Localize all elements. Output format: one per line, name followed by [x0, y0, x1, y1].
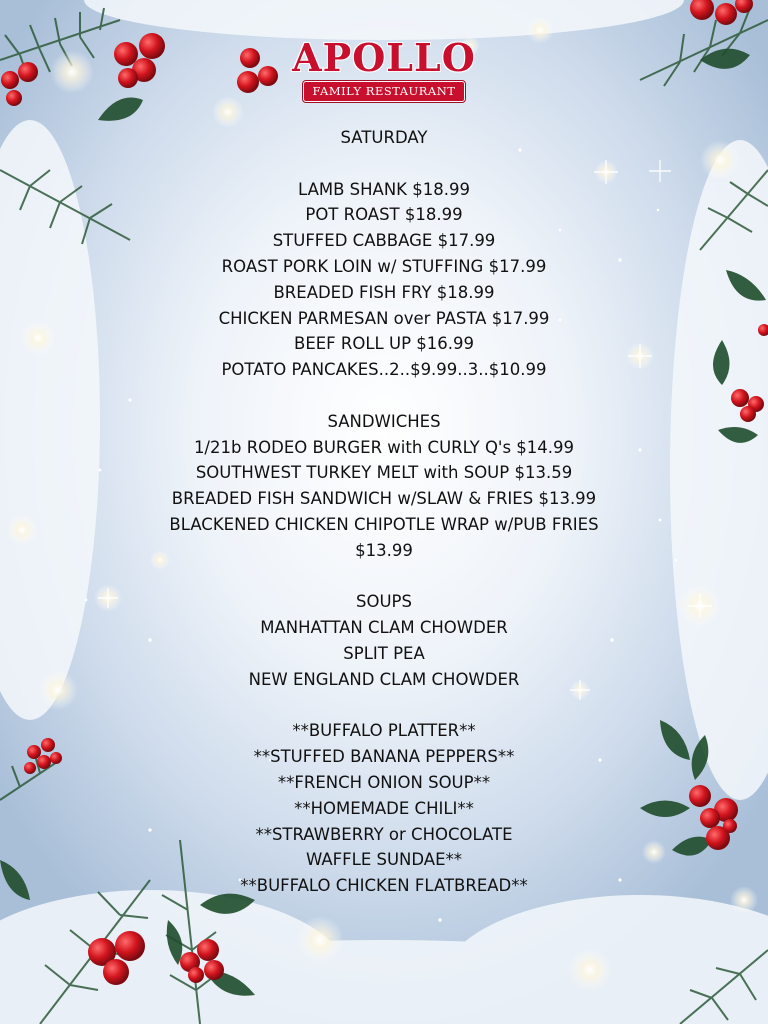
menu-item: BLACKENED CHICKEN CHIPOTLE WRAP w/PUB FRIES [169, 514, 599, 534]
menu-item: POTATO PANCAKES..2..$9.99..3..$10.99 [221, 360, 547, 380]
sandwiches-list [90, 435, 678, 564]
menu-item: **FRENCH ONION SOUP** [277, 772, 491, 792]
daily-menu [90, 125, 678, 899]
menu-item: BREADED FISH SANDWICH w/SLAW & FRIES $13.99 [171, 489, 597, 509]
menu-item: CHICKEN PARMESAN over PASTA $17.99 [218, 308, 550, 328]
specials-list [90, 177, 678, 383]
menu-item: NEW ENGLAND CLAM CHOWDER [248, 669, 520, 689]
menu-item-price: $13.99 [355, 540, 413, 560]
menu-item: BREADED FISH FRY $18.99 [273, 282, 495, 302]
restaurant-logo [0, 36, 768, 102]
extras-list [90, 718, 678, 899]
menu-item: 1/21b RODEO BURGER with CURLY Q's $14.99 [193, 437, 575, 457]
logo-name: APOLLO [292, 35, 476, 80]
menu-item: LAMB SHANK $18.99 [298, 179, 470, 199]
menu-item: **STRAWBERRY or CHOCOLATE [255, 824, 513, 844]
soups-list [90, 615, 678, 692]
menu-item: ROAST PORK LOIN w/ STUFFING $17.99 [221, 256, 547, 276]
menu-item: **BUFFALO PLATTER** [292, 721, 476, 741]
menu-item: MANHATTAN CLAM CHOWDER [260, 618, 508, 638]
menu-item: STUFFED CABBAGE $17.99 [272, 231, 496, 251]
menu-item: SPLIT PEA [343, 643, 425, 663]
soups-heading: SOUPS [356, 592, 412, 612]
day-heading: SATURDAY [340, 128, 428, 147]
sandwiches-heading: SANDWICHES [327, 411, 441, 431]
menu-item: SOUTHWEST TURKEY MELT with SOUP $13.59 [195, 463, 573, 483]
menu-item: BEEF ROLL UP $16.99 [294, 334, 474, 354]
menu-item: WAFFLE SUNDAE** [305, 850, 463, 870]
menu-item: POT ROAST $18.99 [305, 205, 463, 225]
menu-item: **BUFFALO CHICKEN FLATBREAD** [240, 876, 528, 896]
menu-item: **STUFFED BANANA PEPPERS** [253, 747, 515, 767]
menu-item: **HOMEMADE CHILI** [294, 798, 474, 818]
logo-tagline: FAMILY RESTAURANT [303, 81, 466, 102]
